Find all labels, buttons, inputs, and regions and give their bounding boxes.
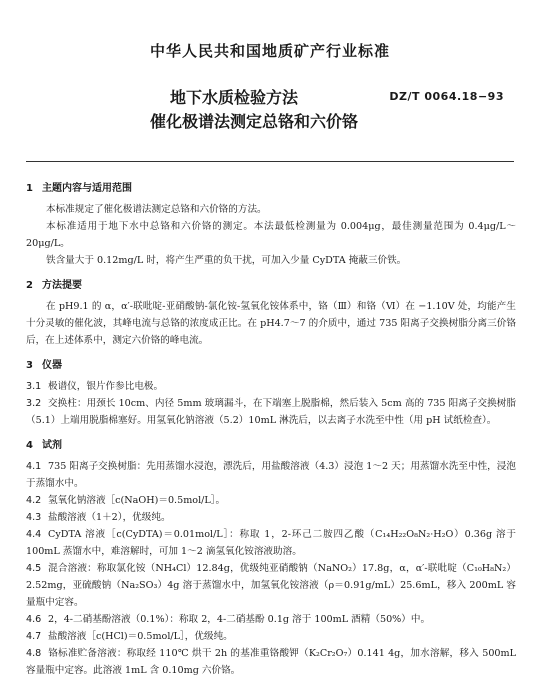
- clause-item: [26, 611, 516, 628]
- document-title: [150, 86, 358, 134]
- section-title: 方法提要: [42, 280, 82, 291]
- clause-item: [26, 645, 516, 679]
- clause-item: [26, 378, 516, 395]
- section-title: 仪器: [42, 360, 62, 371]
- paragraph: 本标准规定了催化极谱法测定总铬和六价铬的方法。: [46, 204, 267, 215]
- section-number: 2: [26, 280, 33, 291]
- paragraph: 本标准适用于地下水中总铬和六价铬的测定。本法最低检测量为 0.004μg，最佳测量范围为 0.4μg/L～20μg/L。: [26, 221, 516, 249]
- clause-text: 2，4-二硝基酚溶液（0.1%）：称取 2，4-二硝基酚 0.1g 溶于 100mL 酒精（50%）中。: [48, 614, 431, 625]
- clause-item: [26, 628, 516, 645]
- clause-item: [26, 395, 516, 429]
- clause-item: [26, 458, 516, 492]
- section-number: 4: [26, 440, 33, 451]
- clause-text: 混合溶液：称取氯化铵（NH₄Cl）12.84g，优级纯亚硝酸钠（NaNO₂）17.8g，α，α′-联吡啶（C₁₀H₈N₂）2.52mg，亚硫酸钠（Na₂SO₃）4g 溶于蒸馏水中，加氢氧化铵溶液（ρ＝0.91g/mL）25.6mL，移入 200mL 容量瓶中定容。: [26, 563, 516, 608]
- clause-text: 盐酸溶液［c(HCl)＝0.5mol/L］，优级纯。: [48, 631, 233, 642]
- clause-item: [26, 492, 516, 509]
- clause-item: [26, 526, 516, 560]
- standard-code: DZ/T 0064.18−93: [389, 90, 504, 103]
- clause-text: 交换柱：用颈长 10cm、内径 5mm 玻璃漏斗，在下端塞上脱脂棉，然后装入 5cm 高的 735 阳离子交换树脂（5.1）上端用脱脂棉塞好。用氢氧化钠溶液（5.2）10mL 淋洗后，以去离子水洗至中性（用 pH 试纸检查）。: [26, 398, 516, 426]
- paragraph: 在 pH9.1 的 α，α′-联吡啶-亚硝酸钠-氯化铵-氢氧化铵体系中，铬（Ⅲ）和铬（Ⅵ）在 −1.10V 处，均能产生十分灵敏的催化波，其峰电流与总铬的浓度成正比。在 pH4.7～7 的介质中，通过 735 阳离子交换树脂分离三价铬后，在上述体系中，测定六价铬的峰电流。: [26, 301, 516, 346]
- section-heading-1: [26, 180, 516, 197]
- clause-number: 4.1: [26, 461, 42, 472]
- clause-number: 4.4: [26, 529, 42, 540]
- clause-item: [26, 560, 516, 611]
- clause-number: 4.6: [26, 614, 42, 625]
- section-number: 1: [26, 183, 33, 194]
- section-heading-4: [26, 437, 516, 454]
- clause-number: 4.2: [26, 495, 42, 506]
- clause-text: 735 阳离子交换树脂：先用蒸馏水浸泡，漂洗后，用盐酸溶液（4.3）浸泡 1～2 天；用蒸馏水洗至中性，浸泡于蒸馏水中。: [26, 461, 516, 489]
- industry-standard-heading: 中华人民共和国地质矿产行业标准: [149, 42, 390, 60]
- section-heading-3: [26, 357, 516, 374]
- section-title: 主题内容与适用范围: [42, 183, 132, 194]
- clause-number: 3.1: [26, 381, 42, 392]
- section-number: 3: [26, 360, 33, 371]
- clause-item: [26, 509, 516, 526]
- clause-text: 极谱仪，银片作参比电极。: [48, 381, 164, 392]
- clause-text: 氢氧化钠溶液［c(NaOH)＝0.5mol/L］。: [48, 495, 226, 506]
- clause-number: 4.5: [26, 563, 42, 574]
- clause-number: 4.3: [26, 512, 42, 523]
- clause-text: 盐酸溶液（1＋2），优级纯。: [48, 512, 171, 523]
- clause-number: 3.2: [26, 398, 42, 409]
- clause-text: CyDTA 溶液［c(CyDTA)＝0.01mol/L］：称取 1，2-环己二胺四乙酸（C₁₄H₂₂O₈N₂·H₂O）0.36g 溶于 100mL 蒸馏水中，难溶解时，可加 1～2 滴氢氧化铵溶液助溶。: [26, 529, 516, 557]
- header-divider: [26, 161, 514, 162]
- clause-number: 4.8: [26, 648, 42, 659]
- title-line-1: 地下水质检验方法: [170, 88, 299, 107]
- clause-text: 铬标准贮备溶液：称取经 110℃ 烘干 2h 的基准重铬酸钾（K₂Cr₂O₇）0.141 4g，加水溶解，移入 500mL 容量瓶中定容。此溶液 1mL 含 0.10mg 六价铬。: [26, 648, 516, 676]
- section-heading-2: [26, 277, 516, 294]
- title-line-2: 催化极谱法测定总铬和六价铬: [150, 112, 359, 131]
- clause-number: 4.7: [26, 631, 42, 642]
- paragraph: 铁含量大于 0.12mg/L 时，将产生严重的负干扰，可加入少量 CyDTA 掩蔽三价铁。: [46, 255, 407, 266]
- section-title: 试剂: [42, 440, 62, 451]
- document-body: [26, 180, 516, 679]
